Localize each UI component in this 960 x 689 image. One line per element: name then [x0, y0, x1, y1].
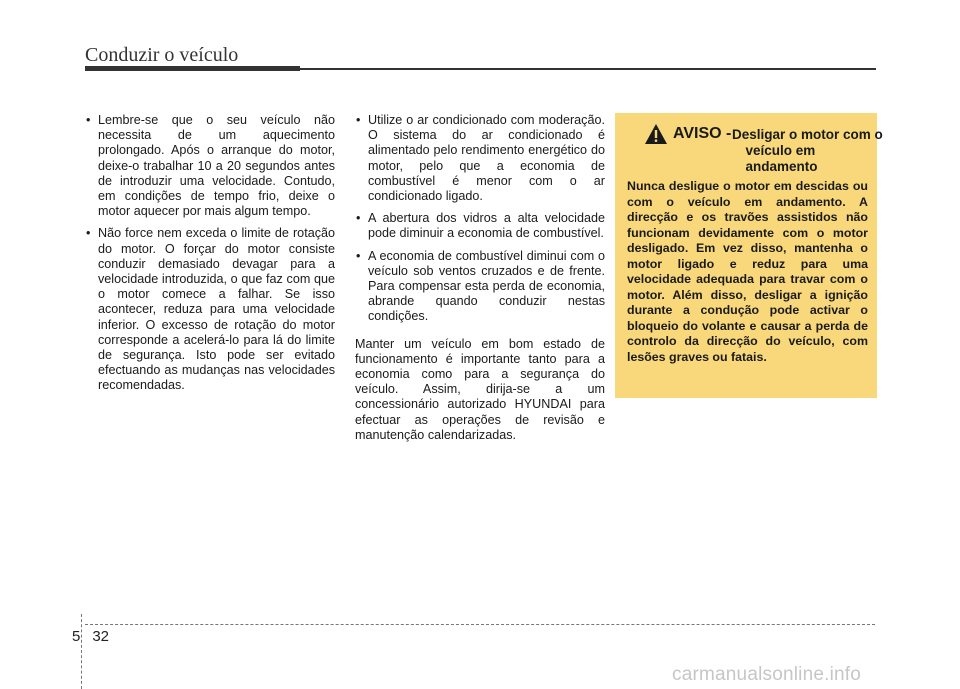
- middle-bullet-list: [355, 113, 605, 325]
- list-item: • A abertura dos vidros a alta velocidade pode diminuir a economia de combustível.: [355, 211, 605, 241]
- footer-rule: [85, 624, 875, 625]
- list-item: • Não force nem exceda o limite de rotação do motor. O forçar do motor consiste conduzir demasiado devagar para a velocidade introduzida, o que faz com que o motor comece a falhar. Se isso acontecer, reduza para uma velocidade inferior. O excesso de rotação do motor corresponde a acelerá-lo para lá do limite de segurança. Isto pode ser evitado efectuando as mudanças nas velocidades recomendadas.: [85, 226, 335, 393]
- chapter-number: 5: [72, 628, 81, 645]
- maintenance-paragraph: Manter um veículo em bom estado de funcionamento é importante tanto para a economia como para a segurança do veículo. Assim, dirija-se a um concessionário autorizado HYUNDAI para efectuar as operações de revisão e manutenção calendarizadas.: [355, 336, 605, 442]
- list-item: • Lembre-se que o seu veículo não necessita de um aquecimento prolongado. Após o arranque do motor, deixe-o trabalhar 10 a 20 segundos antes de introduzir uma velocidade. Contudo, em condições de tempo frio, deixe o motor aquecer por mais algum tempo.: [85, 113, 335, 219]
- left-column: [85, 113, 335, 401]
- footer-vertical-rule: [81, 614, 82, 689]
- list-item: • Utilize o ar condicionado com moderação. O sistema do ar condicionado é alimentado pelo rendimento energético do motor, pelo que a economia de combustível é menor com o ar condicionado ligado.: [355, 113, 605, 204]
- left-bullet-list: [85, 113, 335, 394]
- page-number: [72, 628, 109, 645]
- warning-title: Desligar o motor com o veículo em andamento: [732, 127, 883, 174]
- warning-label: AVISO -: [673, 125, 732, 142]
- warning-header: [627, 123, 883, 179]
- page-number-value: 32: [92, 628, 110, 645]
- list-item: • A economia de combustível diminui com o veículo sob ventos cruzados e de frente. Para compensar esta perda de economia, abrande quando conduzir nestas condições.: [355, 249, 605, 325]
- warning-triangle-icon: [644, 123, 668, 145]
- header-rule-thick: [85, 66, 300, 71]
- watermark: carmanualsonline.info: [672, 664, 862, 685]
- page-header-title: Conduzir o veículo: [85, 44, 239, 66]
- middle-column: [355, 113, 605, 443]
- header-rule-thin: [300, 68, 876, 70]
- warning-body: Nunca desligue o motor em descidas ou com o veículo em andamento. A direcção e os travões assistidos não funcionam devidamente com o motor desligado. Em vez disso, mantenha o motor ligado e reduz para uma velocidade adequada para travar com o motor. Além disso, desligar a ignição durante a condução pode activar o bloqueio do volante e causar a perda de controlo da direcção do veículo, com lesões graves ou fatais.: [627, 179, 868, 364]
- warning-box: [615, 113, 883, 398]
